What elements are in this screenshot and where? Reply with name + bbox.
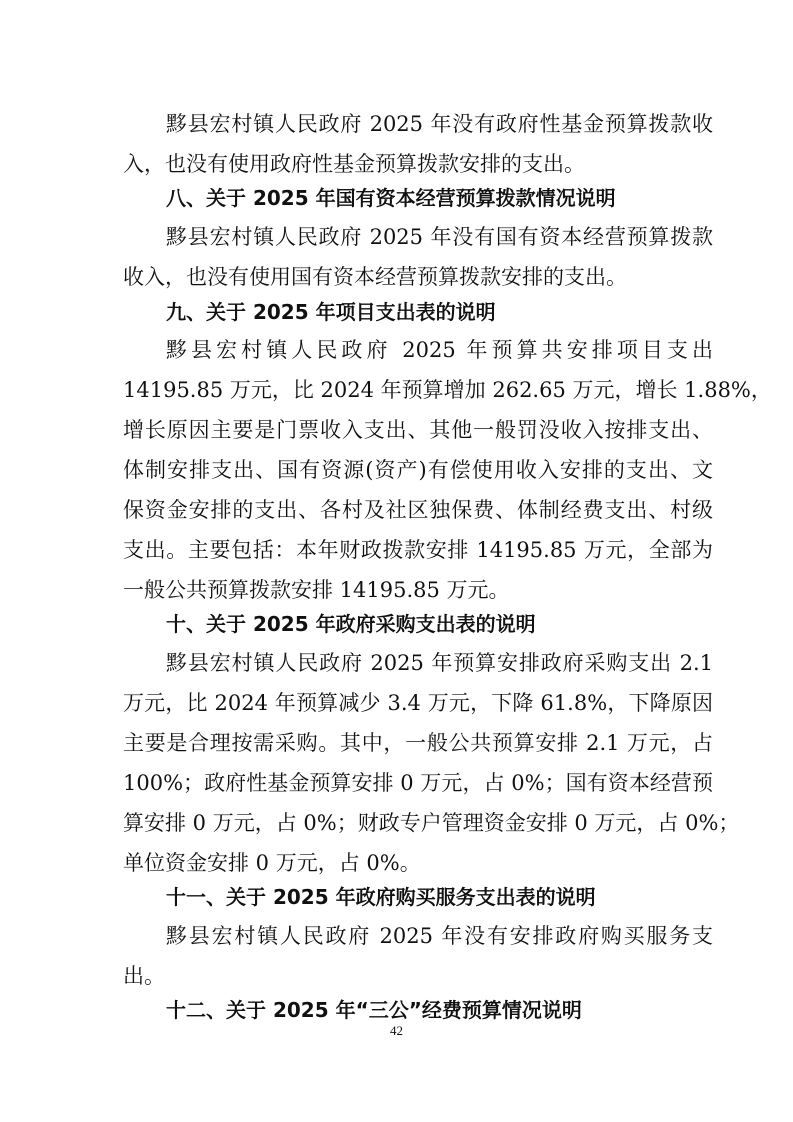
section-heading-10: 十、关于 2025 年政府采购支出表的说明 xyxy=(166,612,536,636)
paragraph-line: 增长原因主要是门票收入支出、其他一般罚没收入按排支出、 xyxy=(123,418,713,442)
section-heading-12: 十二、关于 2025 年“三公”经费预算情况说明 xyxy=(166,998,582,1022)
section-heading-11: 十一、关于 2025 年政府购买服务支出表的说明 xyxy=(166,885,596,909)
paragraph-line: 100%；政府性基金预算安排 0 万元，占 0%；国有资本经营预 xyxy=(123,771,713,795)
paragraph-line: 单位资金安排 0 万元，占 0%。 xyxy=(123,851,421,875)
section-heading-8: 八、关于 2025 年国有资本经营预算拨款情况说明 xyxy=(166,186,616,210)
section-heading-9: 九、关于 2025 年项目支出表的说明 xyxy=(166,300,496,324)
paragraph-line: 收入，也没有使用国有资本经营预算拨款安排的支出。 xyxy=(123,265,627,289)
paragraph-line: 万元，比 2024 年预算减少 3.4 万元，下降 61.8%，下降原因 xyxy=(123,691,713,715)
paragraph-line: 黟县宏村镇人民政府 2025 年没有安排政府购买服务支 xyxy=(166,924,713,948)
paragraph-line: 出。 xyxy=(123,964,165,988)
paragraph-line: 支出。主要包括：本年财政拨款安排 14195.85 万元，全部为 xyxy=(123,538,713,562)
paragraph-line: 主要是合理按需采购。其中，一般公共预算安排 2.1 万元，占 xyxy=(123,731,713,755)
paragraph-line: 14195.85 万元，比 2024 年预算增加 262.65 万元，增长 1.88%， xyxy=(123,378,772,402)
paragraph-line: 黟县宏村镇人民政府 2025 年没有国有资本经营预算拨款 xyxy=(166,225,713,249)
paragraph-line: 黟县宏村镇人民政府 2025 年预算安排政府采购支出 2.1 xyxy=(166,651,713,675)
paragraph-line: 黟县宏村镇人民政府 2025 年没有政府性基金预算拨款收 xyxy=(166,112,713,136)
paragraph-line: 黟县宏村镇人民政府 2025 年预算共安排项目支出 xyxy=(166,338,713,362)
paragraph-line: 入，也没有使用政府性基金预算拨款安排的支出。 xyxy=(123,152,585,176)
page-number: 42 xyxy=(390,1023,403,1038)
paragraph-line: 保资金安排的支出、各村及社区独保费、体制经费支出、村级 xyxy=(123,498,713,522)
paragraph-line: 一般公共预算拨款安排 14195.85 万元。 xyxy=(123,578,510,602)
paragraph-line: 算安排 0 万元，占 0%；财政专户管理资金安排 0 万元，占 0%； xyxy=(123,811,740,835)
paragraph-line: 体制安排支出、国有资源(资产)有偿使用收入安排的支出、文 xyxy=(123,458,713,482)
